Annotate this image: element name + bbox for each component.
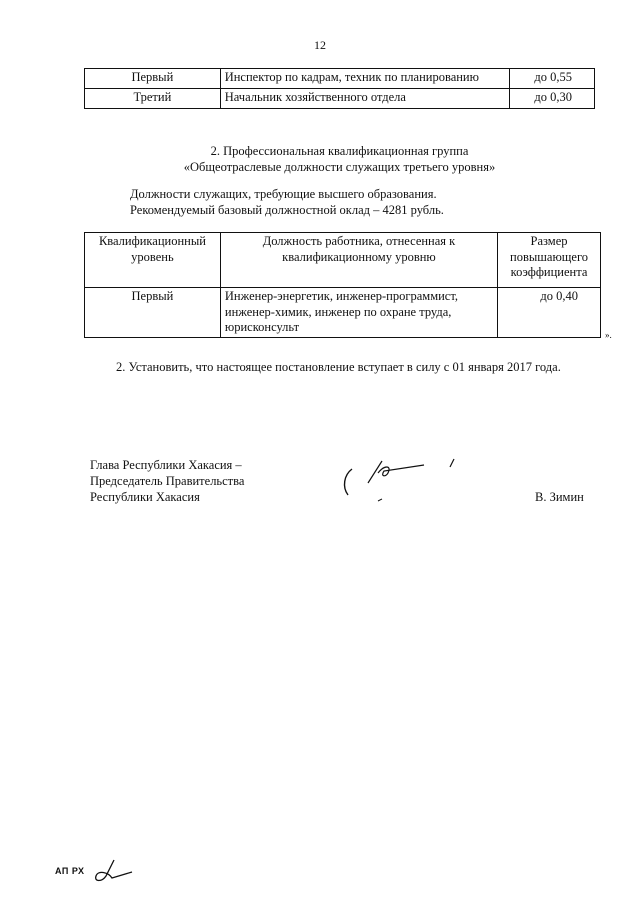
closing-quote-mark: ». bbox=[605, 330, 612, 340]
position-cell: Инженер-энергетик, инженер-программист, инженер-химик, инженер по охране труда, юрисконсульт bbox=[220, 288, 497, 338]
position-cell: Инспектор по кадрам, техник по планированию bbox=[220, 69, 509, 89]
coefficient-cell: до 0,40 bbox=[498, 288, 601, 338]
level-cell: Первый bbox=[85, 288, 221, 338]
handwritten-signature bbox=[338, 455, 468, 505]
qualification-table-group1 bbox=[84, 68, 595, 109]
table-row bbox=[85, 288, 601, 338]
coefficient-cell: до 0,55 bbox=[510, 69, 595, 89]
table-row bbox=[85, 69, 595, 89]
requirement-text: Должности служащих, требующие высшего образования. bbox=[130, 187, 437, 201]
salary-text: Рекомендуемый базовый должностной оклад – 4281 рубль. bbox=[130, 203, 444, 217]
qualification-table-group2 bbox=[84, 232, 601, 338]
signatory-title-line1: Глава Республики Хакасия – bbox=[90, 458, 242, 472]
footer-code: АП РХ bbox=[55, 866, 85, 876]
signatory-title-line2: Председатель Правительства bbox=[90, 474, 245, 488]
group-title-line2: «Общеотраслевые должности служащих третьего уровня» bbox=[183, 160, 496, 174]
level-cell: Третий bbox=[85, 89, 221, 109]
signatory-name: В. Зимин bbox=[535, 490, 584, 504]
header-position: Должность работника, отнесенная к квалификационному уровню bbox=[220, 233, 497, 288]
table-row bbox=[85, 89, 595, 109]
footer-initials-mark bbox=[88, 856, 138, 886]
group-title-line1: 2. Профессиональная квалификационная группа bbox=[210, 144, 469, 158]
level-cell: Первый bbox=[85, 69, 221, 89]
coefficient-cell: до 0,30 bbox=[510, 89, 595, 109]
header-level: Квалификационный уровень bbox=[85, 233, 221, 288]
header-coefficient: Размер повышающего коэффициента bbox=[498, 233, 601, 288]
page-number: 12 bbox=[314, 38, 326, 52]
table-header-row bbox=[85, 233, 601, 288]
position-cell: Начальник хозяйственного отдела bbox=[220, 89, 509, 109]
signatory-title-line3: Республики Хакасия bbox=[90, 490, 200, 504]
decree-item: 2. Установить, что настоящее постановление вступает в силу с 01 января 2017 года. bbox=[116, 360, 561, 374]
